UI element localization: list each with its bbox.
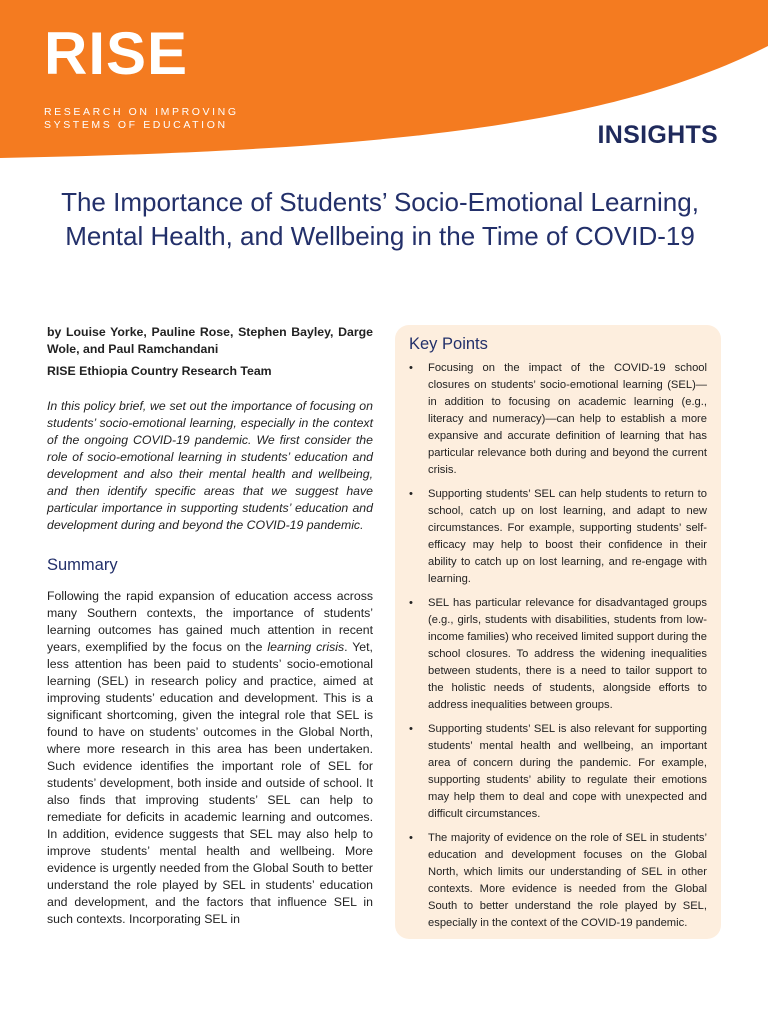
key-point-item	[409, 360, 707, 479]
logo-word: RISE	[44, 20, 189, 87]
bullet-icon: •	[409, 597, 413, 609]
key-point-item	[409, 830, 707, 932]
bullet-icon: •	[409, 723, 413, 735]
key-point-item	[409, 486, 707, 588]
document-title: The Importance of Students’ Socio-Emotional Learning, Mental Health, and Wellbeing in the Time of COVID-19	[61, 187, 699, 251]
bullet-icon: •	[409, 488, 413, 500]
key-point-text: SEL has particular relevance for disadvantaged groups (e.g., girls, students with disabilities, students from low-income families) who received limited support during the school closures. To address the widening inequalities between students, there is a need to tailor support to the holistic needs of students, alongside efforts to address inequalities between groups.	[428, 597, 707, 711]
authors: by Louise Yorke, Pauline Rose, Stephen Bayley, Darge Wole, and Paul Ramchandani	[47, 325, 373, 356]
bullet-icon: •	[409, 832, 413, 844]
key-point-item	[409, 595, 707, 714]
key-point-item	[409, 721, 707, 823]
summary-body	[47, 588, 373, 928]
key-points-heading: Key Points	[409, 335, 488, 353]
insights-badge: INSIGHTS	[597, 121, 718, 149]
key-point-text: Supporting students’ SEL can help students to return to school, catch up on lost learning, and adapt to new circumstances. For example, supporting students’ self-efficacy may help to boost their confidence in their ability to catch up on lost learning, and re-engage with learning.	[428, 488, 707, 585]
key-points-box	[395, 325, 721, 939]
key-point-text: Supporting students’ SEL is also relevant for supporting students’ mental health and wellbeing, an important area of concern during the pandemic. For example, supporting students’ ability to regulate their emotions may help them to deal and cope with unexpected and difficult circumstances.	[428, 723, 707, 820]
left-column	[47, 324, 373, 928]
summary-heading: Summary	[47, 556, 118, 574]
summary-text-start: Following the rapid expansion of education access across many Southern contexts, the importance of students’ learning outcomes has gained much attention in recent years, exemplified by the focus on the	[47, 589, 373, 654]
bullet-icon: •	[409, 362, 413, 374]
research-team: RISE Ethiopia Country Research Team	[47, 364, 272, 378]
key-points-list	[409, 360, 707, 932]
logo-tagline-line2: SYSTEMS OF EDUCATION	[44, 119, 228, 131]
summary-text-end: . Yet, less attention has been paid to students’ socio-emotional learning (SEL) in research policy and practice, aimed at improving students’ education and development. This is a significant shortcoming, given the integral role that SEL is found to have on students’ outcomes in the Global North, where more research in this area has been undertaken. Such evidence identifies the important role of SEL for students’ development, both inside and outside of school. It also finds that improving students’ SEL can help to remediate for deficits in academic learning and outcomes. In addition, evidence suggests that SEL may also help to improve students’ mental health and wellbeing. More evidence is urgently needed from the Global South to better understand the role played by SEL in students’ education and development, and the factors that influence SEL in such contexts. Incorporating SEL in	[47, 640, 373, 926]
rise-logo	[44, 20, 239, 132]
key-point-text: Focusing on the impact of the COVID-19 school closures on students’ socio-emotional learning (SEL)—in addition to focusing on academic learning (e.g., literacy and numeracy)—can help to establish a more expansive and accurate definition of learning that has particular relevance both during and beyond the current crisis.	[428, 362, 707, 476]
key-point-text: The majority of evidence on the role of SEL in students’ education and development focuses on the Global North, which limits our understanding of SEL in other contexts. More evidence is needed from the Global South to better understand the role played by SEL, especially in the context of the COVID-19 pandemic.	[428, 832, 707, 929]
logo-tagline	[44, 106, 239, 132]
summary-text-emphasis: learning crisis	[267, 640, 345, 654]
abstract: In this policy brief, we set out the importance of focusing on students’ socio-emotional learning, especially in the context of the ongoing COVID-19 pandemic. We first consider the role of socio-emotional learning in students’ education and development and also their mental health and wellbeing, and then identify specific areas that we suggest have particular importance in supporting students’ education and development during and beyond the COVID-19 pandemic.	[47, 399, 373, 532]
logo-tagline-line1: RESEARCH ON IMPROVING	[44, 106, 239, 118]
